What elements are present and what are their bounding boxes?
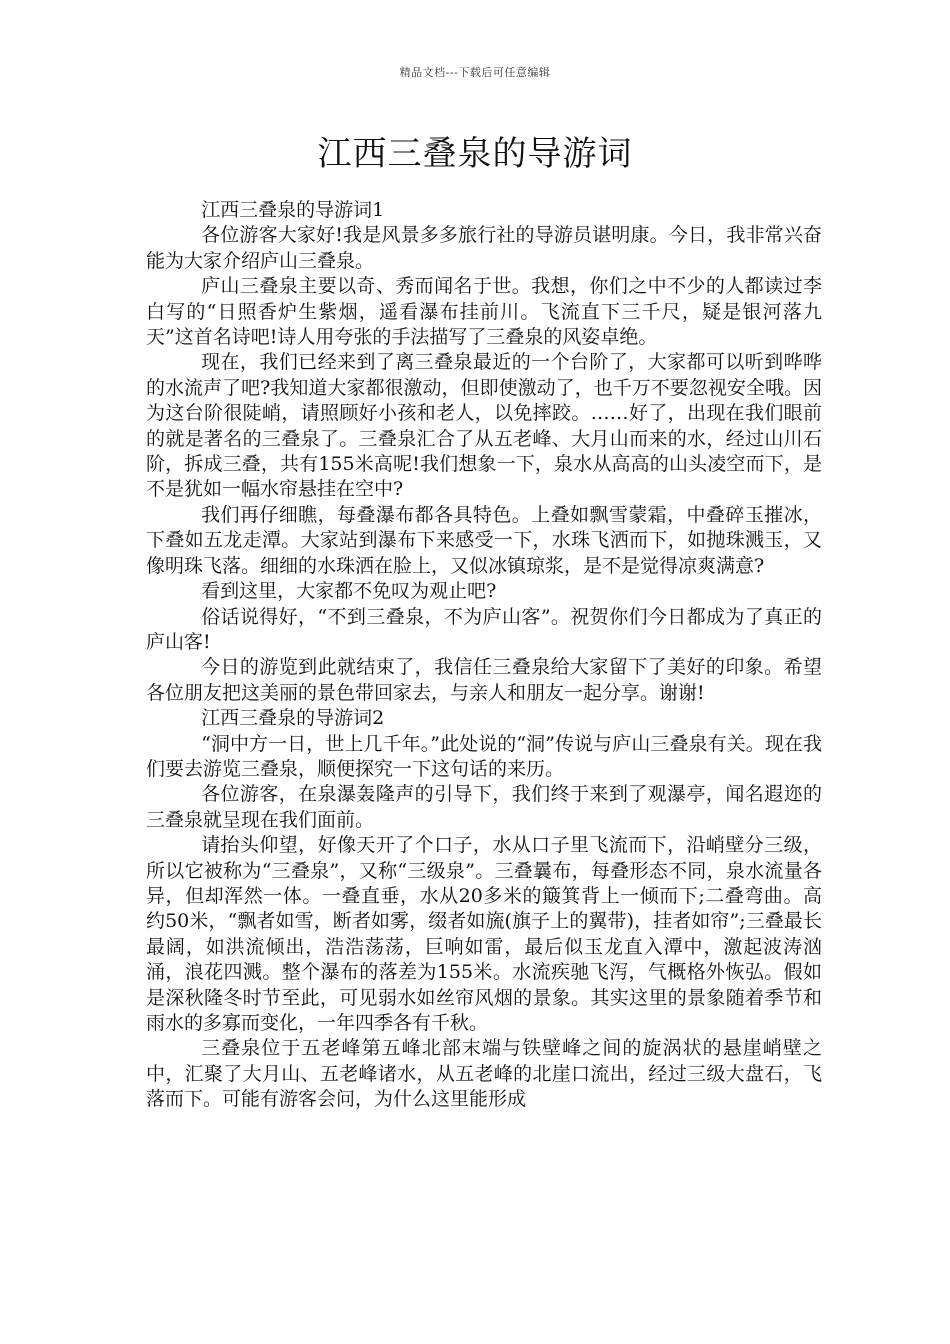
paragraph: 看到这里，大家都不免叹为观止吧? (201, 580, 497, 603)
paragraph: 我们再仔细瞧，每叠瀑布都各具特色。上叠如飘雪蒙霜，中叠碎玉摧冰，下叠如五龙走潭。大家站到瀑布下来感受一下，水珠飞洒而下，如抛珠溅玉，又像明珠飞落。细细的水珠洒在脸上，又似冰镇琼浆，是不是觉得凉爽满意? (146, 503, 822, 577)
section-heading: 江西三叠泉的导游词1 (201, 199, 385, 221)
paragraph: 各位游客，在泉瀑轰隆声的引导下，我们终于来到了观瀑亭，闻名遐迩的三叠泉就呈现在我们面前。 (146, 783, 822, 831)
header-note: 精品文档---下载后可任意编辑 (399, 66, 551, 79)
paragraph: 庐山三叠泉主要以奇、秀而闻名于世。我想，你们之中不少的人都读过李白写的“日照香炉生紫烟，遥看瀑布挂前川。飞流直下三千尺，疑是银河落九天”这首名诗吧!诗人用夸张的手法描写了三叠泉的风姿卓绝。 (146, 275, 822, 349)
section-heading: 江西三叠泉的导游词2 (201, 707, 385, 730)
document-title: 江西三叠泉的导游词 (317, 134, 633, 174)
paragraph: “洞中方一日，世上几千年。”此处说的“洞”传说与庐山三叠泉有关。现在我们要去游览三叠泉，顺便探究一下这句话的来历。 (146, 732, 822, 780)
paragraph: 现在，我们已经来到了离三叠泉最近的一个台阶了，大家都可以听到哗哗的水流声了吧?我知道大家都很激动，但即使激动了，也千万不要忽视安全哦。因为这台阶很陡峭，请照顾好小孩和老人，以免摔跤。……好了，出现在我们眼前的就是著名的三叠泉了。三叠泉汇合了从五老峰、大月山而来的水，经过山川石阶，拆成三叠，共有155米高呢!我们想象一下，泉水从高高的山头凌空而下，是不是犹如一幅水帘悬挂在空中? (146, 351, 822, 501)
document-body (146, 198, 822, 1113)
paragraph: 俗话说得好，“不到三叠泉，不为庐山客”。祝贺你们今日都成为了真正的庐山客! (146, 605, 822, 653)
paragraph: 各位游客大家好!我是风景多多旅行社的导游员谌明康。今日，我非常兴奋能为大家介绍庐山三叠泉。 (146, 224, 822, 272)
paragraph: 请抬头仰望，好像天开了个口子，水从口子里飞流而下，沿峭壁分三级，所以它被称为“三叠泉”，又称“三级泉”。三叠曩布，每叠形态不同，泉水流量各异，但却浑然一体。一叠直垂，水从20多米的簸箕背上一倾而下;二叠弯曲。高约50米，“飘者如雪，断者如雾，缀者如旒(旗子上的翼带)，挂者如帘”;三叠最长最阔，如洪流倾出，浩浩荡荡，巨响如雷，最后似玉龙直入潭中，激起波涛汹涌，浪花四溅。整个瀑布的落差为155米。水流疾驰飞泻，气概格外恢弘。假如是深秋隆冬时节至此，可见弱水如丝帘风烟的景象。其实这里的景象随着季节和雨水的多寡而变化，一年四季各有千秋。 (146, 834, 822, 1034)
paragraph: 今日的游览到此就结束了，我信任三叠泉给大家留下了美好的印象。希望各位朋友把这美丽的景色带回家去，与亲人和朋友一起分享。谢谢! (146, 656, 822, 704)
paragraph: 三叠泉位于五老峰第五峰北部末端与铁壁峰之间的旋涡状的悬崖峭壁之中，汇聚了大月山、五老峰诸水，从五老峰的北崖口流出，经过三级大盘石，飞落而下。可能有游客会问，为什么这里能形成 (146, 1037, 822, 1111)
